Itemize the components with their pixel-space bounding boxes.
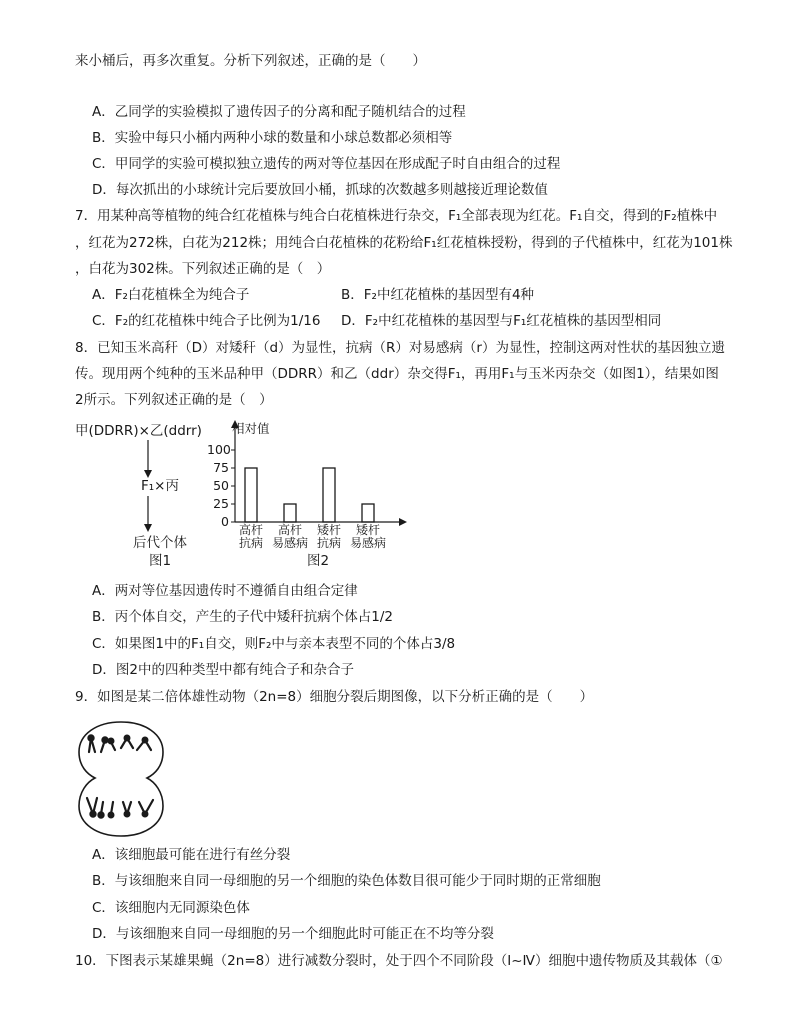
category-label: 高杆 易感病 [271,523,308,550]
q9-option-d: D．与该细胞来自同一母细胞的另一个细胞此时可能正在不均等分裂 [92,926,494,942]
q6-option-a: A．乙同学的实验模拟了遗传因子的分离和配子随机结合的过程 [92,104,466,120]
upper-chromosomes [88,735,151,752]
q8-stem-line1: 8．已知玉米高秆（D）对矮秆（d）为显性，抗病（R）对易感病（r）为显性，控制这两对性状的基因独立遗 [75,340,725,356]
category-label: 矮杆 抗病 [316,523,341,550]
y-tick-label: 0 [221,514,229,529]
cell-division-diagram [75,718,167,840]
q6-stem-tail: 来小桶后，再多次重复。分析下列叙述，正确的是（ ） [75,53,426,69]
y-tick-label: 50 [213,478,229,493]
bar [245,468,257,522]
q8-option-a: A．两对等位基因遗传时不遵循自由组合定律 [92,583,358,599]
q6-option-c: C．甲同学的实验可模拟独立遗传的两对等位基因在形成配子时自由组合的过程 [92,156,561,172]
category-label: 高杆 抗病 [238,523,263,550]
q7-option-d: D．F₂中红花植株的基因型与F₁红花植株的基因型相同 [341,313,662,329]
x-axis-arrow [399,518,407,526]
q9-stem: 9．如图是某二倍体雄性动物（2n=8）细胞分裂后期图像，以下分析正确的是（ ） [75,689,594,705]
q8-option-b: B．丙个体自交，产生的子代中矮秆抗病个体占1/2 [92,609,393,625]
q8-stem-line3: 2所示。下列叙述正确的是（ ） [75,392,273,408]
bar [323,468,335,522]
q7-stem-line1: 7．用某种高等植物的纯合红花植株与纯合白花植株进行杂交，F₁全部表现为红花。F₁自交，得到的F₂植株中 [75,208,718,224]
y-tick-label: 25 [213,496,229,511]
y-tick-label: 75 [213,460,229,475]
bar [284,504,296,522]
q9-option-a: A．该细胞最可能在进行有丝分裂 [92,847,291,863]
y-tick-label: 100 [207,442,231,457]
q7-option-c: C．F₂的红花植株中纯合子比例为1/16 [92,313,321,329]
figure-1-caption: 图1 [149,553,172,569]
y-axis-label: 相对值 [232,421,270,436]
cross-offspring: 后代个体 [133,535,187,551]
q10-stem: 10．下图表示某雄果蝇（2n=8）进行减数分裂时，处于四个不同阶段（Ⅰ~Ⅳ）细胞中遗传物质及其载体（① [75,953,723,969]
cross-parents: 甲(DDRR)×乙(ddrr) [75,423,202,439]
figure-2-caption: 图2 [307,553,330,569]
q6-option-b: B．实验中每只小桶内两种小球的数量和小球总数都必须相等 [92,130,453,146]
lower-chromosomes [87,798,153,818]
q7-stem-line3: ，白花为302株。下列叙述正确的是（ ） [75,261,331,277]
q8-option-c: C．如果图1中的F₁自交，则F₂中与亲本表型不同的个体占3/8 [92,636,456,652]
q7-stem-line2: ，红花为272株，白花为212株；用纯合白花植株的花粉给F₁红花植株授粉，得到的子代植株中，红花为101株 [75,235,733,251]
q9-option-b: B．与该细胞来自同一母细胞的另一个细胞的染色体数目很可能少于同时期的正常细胞 [92,873,601,889]
q6-option-d: D．每次抓出的小球统计完后要放回小桶，抓球的次数越多则越接近理论数值 [92,182,548,198]
q8-option-d: D．图2中的四种类型中都有纯合子和杂合子 [92,662,354,678]
q7-option-a: A．F₂白花植株全为纯合子 [92,287,250,303]
q9-option-c: C．该细胞内无同源染色体 [92,900,250,916]
cross-f1: F₁×丙 [141,478,179,494]
q7-option-b: B．F₂中红花植株的基因型有4种 [341,287,535,303]
q8-stem-line2: 传。现用两个纯种的玉米品种甲（DDRR）和乙（ddr）杂交得F₁，再用F₁与玉米丙杂交（如图1），结果如图 [75,366,719,382]
category-label: 矮杆 易感病 [349,523,386,550]
bar [362,504,374,522]
